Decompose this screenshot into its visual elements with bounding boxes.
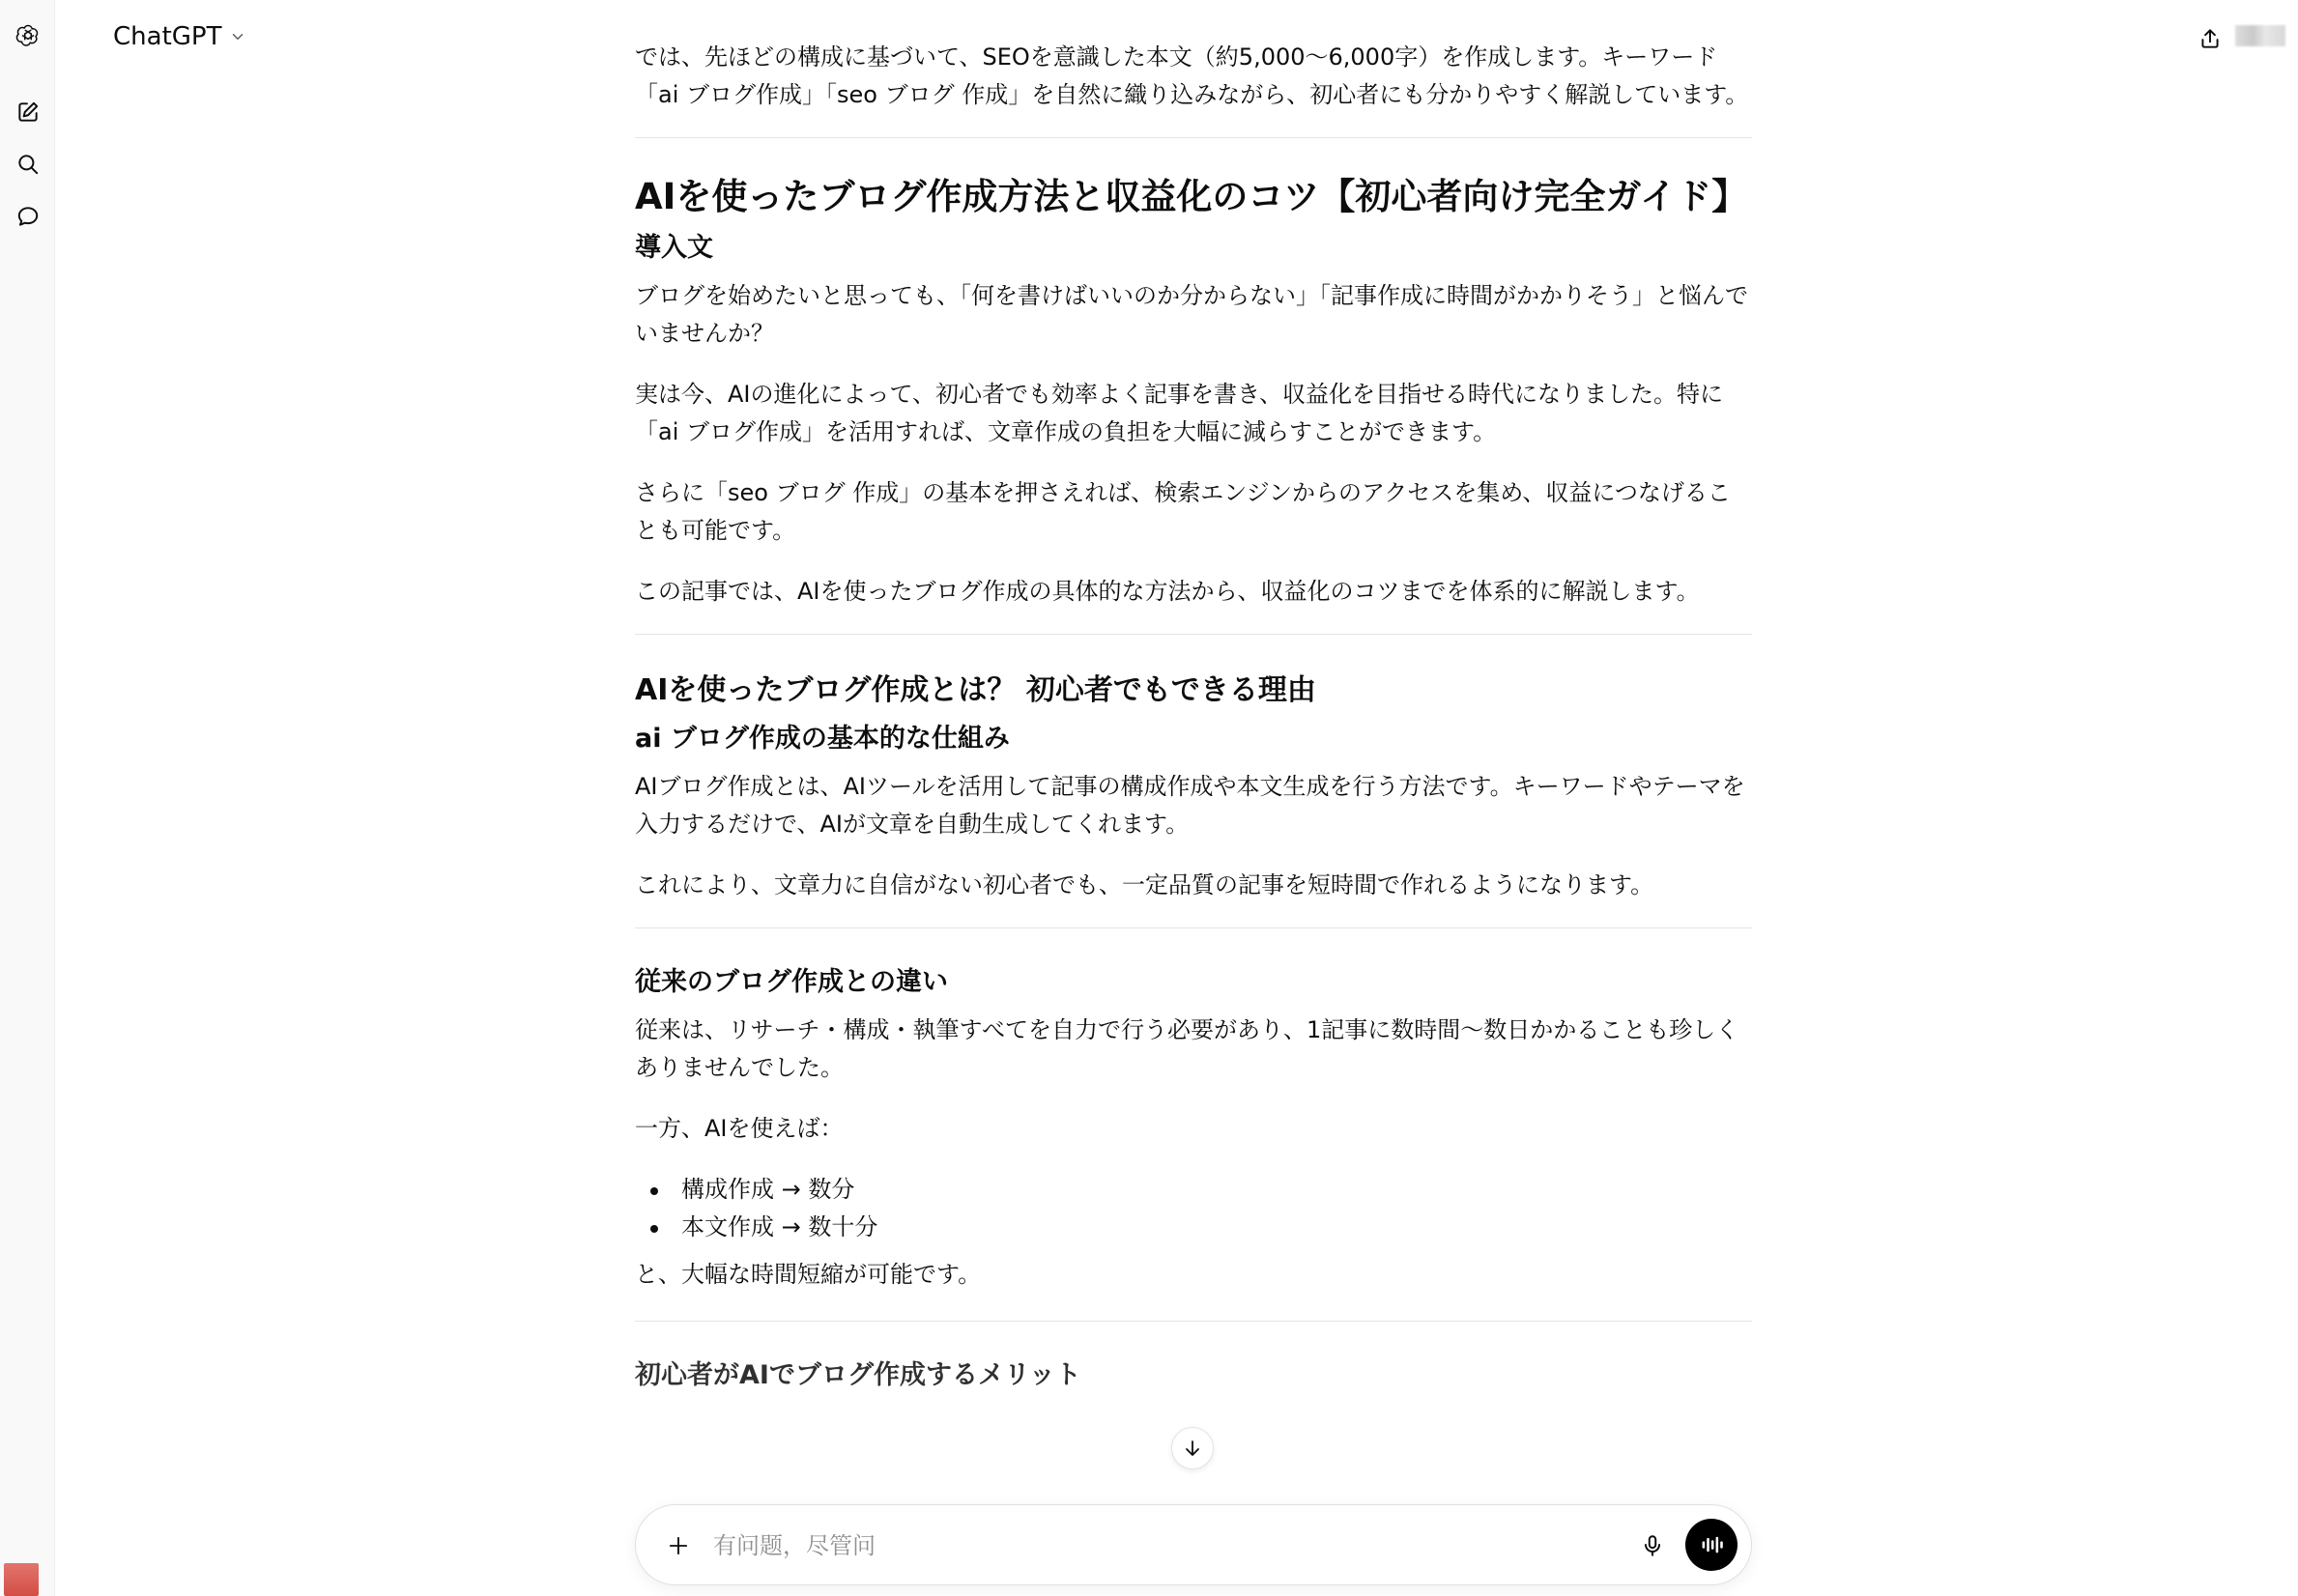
share-button[interactable] bbox=[2191, 19, 2229, 58]
section-heading: AIを使ったブログ作成とは？ 初心者でもできる理由 bbox=[635, 673, 1316, 707]
list-item: 本文作成 → 数十分 bbox=[650, 1209, 1752, 1246]
intro-paragraph: では、先ほどの構成に基づいて、SEOを意識した本文（約5,000〜6,000字）を作成します。キーワード「ai ブログ作成」「seo ブログ 作成」を自然に織り込みながら、初心者にも分かりやすく解説しています。 bbox=[635, 43, 1749, 108]
voice-mode-button[interactable] bbox=[1685, 1519, 1738, 1571]
paragraph: 実は今、AIの進化によって、初心者でも効率よく記事を書き、収益化を目指せる時代になりました。特に「ai ブログ作成」を活用すれば、文章作成の負担を大幅に減らすことができます。 bbox=[635, 381, 1724, 445]
prompt-input[interactable] bbox=[713, 1525, 1564, 1567]
paragraph: この記事では、AIを使ったブログ作成の具体的な方法から、収益化のコツまでを体系的に解説します。 bbox=[635, 578, 1700, 605]
mic-icon bbox=[1640, 1533, 1665, 1558]
paragraph: 従来は、リサーチ・構成・執筆すべてを自力で行う必要があり、1記事に数時間〜数日かかることも珍しくありませんでした。 bbox=[635, 1016, 1739, 1081]
arrow-down-icon bbox=[1181, 1437, 1204, 1460]
scroll-to-bottom-button[interactable] bbox=[1171, 1427, 1214, 1469]
chats-button[interactable] bbox=[0, 195, 55, 238]
voice-mode-icon bbox=[1698, 1531, 1725, 1558]
paragraph: と、大幅な時間短縮が可能です。 bbox=[635, 1261, 982, 1288]
chat-bubble-icon bbox=[15, 204, 41, 229]
search-icon bbox=[15, 152, 41, 177]
chevron-down-icon bbox=[229, 28, 246, 45]
divider bbox=[635, 634, 1752, 635]
section-heading-intro: 導入文 bbox=[635, 233, 713, 263]
divider bbox=[635, 137, 1752, 138]
model-name: ChatGPT bbox=[113, 22, 222, 51]
bullet-list bbox=[635, 1171, 1752, 1246]
message-composer bbox=[635, 1504, 1752, 1585]
plus-icon bbox=[665, 1532, 692, 1559]
new-chat-icon bbox=[15, 100, 41, 125]
new-chat-button[interactable] bbox=[0, 91, 55, 133]
profile-avatar-blurred[interactable] bbox=[2235, 25, 2285, 46]
attach-button[interactable] bbox=[659, 1526, 698, 1565]
model-switcher[interactable] bbox=[103, 17, 256, 56]
list-item: 構成作成 → 数分 bbox=[650, 1171, 1752, 1209]
search-button[interactable] bbox=[0, 143, 55, 185]
user-avatar[interactable] bbox=[4, 1563, 39, 1596]
paragraph: 一方、AIを使えば： bbox=[635, 1115, 844, 1142]
subsection-heading: ai ブログ作成の基本的な仕組み bbox=[635, 724, 1010, 754]
paragraph: ブログを始めたいと思っても、「何を書けばいいのか分からない」「記事作成に時間がかかりそう」と悩んでいませんか？ bbox=[635, 282, 1748, 347]
subsection-heading-partial: 初心者がAIでブログ作成するメリット bbox=[635, 1360, 1081, 1390]
assistant-message bbox=[635, 39, 1752, 1405]
divider bbox=[635, 1321, 1752, 1322]
divider bbox=[635, 927, 1752, 928]
subsection-heading: 従来のブログ作成との違い bbox=[635, 967, 948, 997]
sidebar-rail bbox=[0, 0, 55, 1596]
paragraph: これにより、文章力に自信がない初心者でも、一定品質の記事を短時間で作れるようになります。 bbox=[635, 871, 1654, 898]
dictate-button[interactable] bbox=[1633, 1526, 1672, 1565]
paragraph: AIブログ作成とは、AIツールを活用して記事の構成作成や本文生成を行う方法です。キーワードやテーマを入力するだけで、AIが文章を自動生成してくれます。 bbox=[635, 773, 1745, 838]
openai-logo-icon bbox=[15, 22, 41, 47]
paragraph: さらに「seo ブログ 作成」の基本を押さえれば、検索エンジンからのアクセスを集め、収益につなげることも可能です。 bbox=[635, 479, 1731, 544]
share-icon bbox=[2197, 26, 2223, 51]
openai-logo-button[interactable] bbox=[0, 14, 55, 56]
article-title: AIを使ったブログ作成方法と収益化のコツ【初心者向け完全ガイド】 bbox=[635, 176, 1748, 217]
